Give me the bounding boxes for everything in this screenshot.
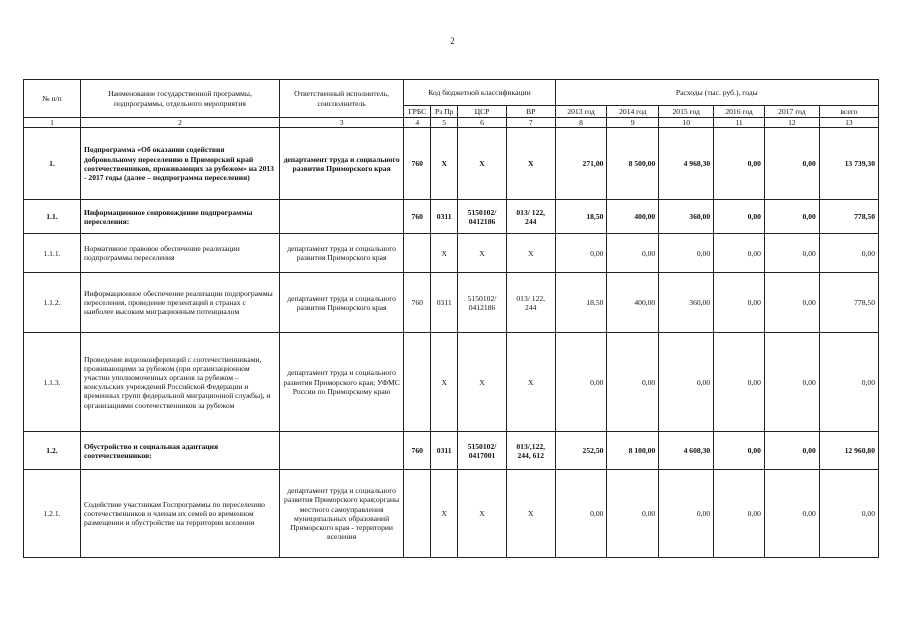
row-name: Содействие участникам Госпрограммы по переселению соотечественников и членам их семей во временном размещении и обустройстве на территории вселения	[80, 470, 279, 558]
column-number: 10	[659, 118, 714, 128]
header-2014: 2014 год	[607, 106, 659, 118]
row-2017: 0,00	[764, 432, 819, 470]
column-number: 9	[607, 118, 659, 128]
row-2017: 0,00	[764, 234, 819, 273]
table-row	[24, 432, 879, 470]
row-grbs: 760	[404, 128, 431, 200]
row-total: 778,50	[819, 200, 878, 234]
row-csr: 5150102/ 0412186	[458, 273, 507, 333]
row-num: 1.1.	[24, 200, 81, 234]
row-csr: 5150102/ 0417001	[458, 432, 507, 470]
column-number: 4	[404, 118, 431, 128]
header-2015: 2015 год	[659, 106, 714, 118]
column-number: 1	[24, 118, 81, 128]
row-rzpr: X	[431, 470, 458, 558]
row-vr: X	[506, 128, 555, 200]
row-rzpr: 0311	[431, 273, 458, 333]
row-total: 13 739,30	[819, 128, 878, 200]
row-2015: 0,00	[659, 470, 714, 558]
row-vr: 013/ 122, 244	[506, 273, 555, 333]
row-2014: 8 100,00	[607, 432, 659, 470]
header-grbs: ГРБС	[404, 106, 431, 118]
row-name: Проведение видеоконференций с соотечественниками, проживающими за рубежом (при организационном участии уполномоченных органов за рубежом – консульских учреждений Российской Федерации и временных групп федеральной миграционной службы), и организациями соотечественников за рубежом	[80, 333, 279, 432]
row-vr: 013/,122, 244, 612	[506, 432, 555, 470]
header-2016: 2016 год	[714, 106, 765, 118]
row-2013: 0,00	[555, 470, 607, 558]
column-number: 12	[764, 118, 819, 128]
row-grbs	[404, 470, 431, 558]
row-2013: 18,50	[555, 273, 607, 333]
column-number: 13	[819, 118, 878, 128]
table-row	[24, 200, 879, 234]
row-executor: департамент труда и социального развития Приморского края;органы местного самоуправления муниципальных образований Приморского края - территории вселения	[279, 470, 403, 558]
header-executor: Ответственный исполнитель, соисполнитель	[279, 80, 403, 118]
row-total: 0,00	[819, 234, 878, 273]
row-vr: X	[506, 234, 555, 273]
row-2014: 0,00	[607, 470, 659, 558]
table-row	[24, 234, 879, 273]
row-name: Нормативное правовое обеспечение реализации подпрограммы переселения	[80, 234, 279, 273]
row-num: 1.1.3.	[24, 333, 81, 432]
row-2014: 8 500,00	[607, 128, 659, 200]
column-number: 2	[80, 118, 279, 128]
row-grbs: 760	[404, 273, 431, 333]
row-rzpr: 0311	[431, 432, 458, 470]
row-2016: 0,00	[714, 470, 765, 558]
row-2015: 0,00	[659, 333, 714, 432]
header-name: Наименование государственной программы, подпрограммы, отдельного мероприятия	[80, 80, 279, 118]
table-row	[24, 128, 879, 200]
table-row	[24, 470, 879, 558]
row-executor	[279, 200, 403, 234]
row-2016: 0,00	[714, 234, 765, 273]
row-2014: 0,00	[607, 234, 659, 273]
row-name: Информационное сопровождение подпрограммы переселения:	[80, 200, 279, 234]
row-rzpr: X	[431, 234, 458, 273]
row-num: 1.1.2.	[24, 273, 81, 333]
header-num: № п/п	[24, 80, 81, 118]
row-2013: 271,00	[555, 128, 607, 200]
row-2015: 360,00	[659, 273, 714, 333]
row-num: 1.1.1.	[24, 234, 81, 273]
row-2017: 0,00	[764, 128, 819, 200]
column-number: 3	[279, 118, 403, 128]
row-total: 778,50	[819, 273, 878, 333]
row-2016: 0,00	[714, 200, 765, 234]
row-2013: 252,50	[555, 432, 607, 470]
column-number-row	[24, 118, 879, 128]
row-2017: 0,00	[764, 333, 819, 432]
row-csr: X	[458, 234, 507, 273]
row-2015: 360,00	[659, 200, 714, 234]
row-csr: X	[458, 470, 507, 558]
row-2017: 0,00	[764, 200, 819, 234]
header-2017: 2017 год	[764, 106, 819, 118]
row-vr: X	[506, 470, 555, 558]
row-total: 0,00	[819, 333, 878, 432]
row-grbs: 760	[404, 200, 431, 234]
row-2015: 0,00	[659, 234, 714, 273]
page-number: 2	[450, 36, 455, 46]
row-total: 12 960,80	[819, 432, 878, 470]
header-csr: ЦСР	[458, 106, 507, 118]
row-2017: 0,00	[764, 273, 819, 333]
row-executor: департамент труда и социального развития Приморского края; УФМС России по Приморскому краю	[279, 333, 403, 432]
header-vr: ВР	[506, 106, 555, 118]
row-2013: 18,50	[555, 200, 607, 234]
row-num: 1.2.	[24, 432, 81, 470]
row-vr: 013/ 122, 244	[506, 200, 555, 234]
row-2015: 4 968,30	[659, 128, 714, 200]
header-total: всего	[819, 106, 878, 118]
row-rzpr: 0311	[431, 200, 458, 234]
row-2016: 0,00	[714, 128, 765, 200]
header-expenses: Расходы (тыс. руб.), годы	[555, 80, 878, 106]
column-number: 11	[714, 118, 765, 128]
row-2016: 0,00	[714, 432, 765, 470]
row-name: Обустройство и социальная адаптация соотечественников:	[80, 432, 279, 470]
row-2013: 0,00	[555, 333, 607, 432]
column-number: 5	[431, 118, 458, 128]
row-executor: департамент труда и социального развития Приморского края	[279, 234, 403, 273]
row-2013: 0,00	[555, 234, 607, 273]
header-budget-code: Код бюджетной классификации	[404, 80, 555, 106]
row-grbs	[404, 333, 431, 432]
row-executor: департамент труда и социального развития Приморского края	[279, 273, 403, 333]
column-number: 6	[458, 118, 507, 128]
row-2016: 0,00	[714, 333, 765, 432]
row-grbs	[404, 234, 431, 273]
row-name: Подпрограмма «Об оказании содействия добровольному переселению в Приморский край соотечественников, проживающих за рубежом» на 2013 - 2017 годы (далее – подпрограмма переселения)	[80, 128, 279, 200]
column-number: 7	[506, 118, 555, 128]
header-rzpr: Рз Пр	[431, 106, 458, 118]
row-vr: X	[506, 333, 555, 432]
row-2014: 400,00	[607, 200, 659, 234]
table-row	[24, 333, 879, 432]
header-2013: 2013 год	[555, 106, 607, 118]
row-csr: 5150102/ 0412186	[458, 200, 507, 234]
row-num: 1.2.1.	[24, 470, 81, 558]
row-total: 0,00	[819, 470, 878, 558]
row-num: 1.	[24, 128, 81, 200]
row-2016: 0,00	[714, 273, 765, 333]
row-rzpr: X	[431, 333, 458, 432]
row-2015: 4 608,30	[659, 432, 714, 470]
row-grbs: 760	[404, 432, 431, 470]
column-number: 8	[555, 118, 607, 128]
row-2017: 0,00	[764, 470, 819, 558]
table-row	[24, 273, 879, 333]
row-2014: 400,00	[607, 273, 659, 333]
row-csr: X	[458, 333, 507, 432]
row-rzpr: X	[431, 128, 458, 200]
row-executor: департамент труда и социального развития Приморского края	[279, 128, 403, 200]
budget-table	[23, 79, 879, 558]
row-name: Информационное обеспечение реализации подпрограммы переселения, проведение презентаций в странах с наиболее высоким миграционным потенциалом	[80, 273, 279, 333]
row-executor	[279, 432, 403, 470]
row-csr: X	[458, 128, 507, 200]
row-2014: 0,00	[607, 333, 659, 432]
